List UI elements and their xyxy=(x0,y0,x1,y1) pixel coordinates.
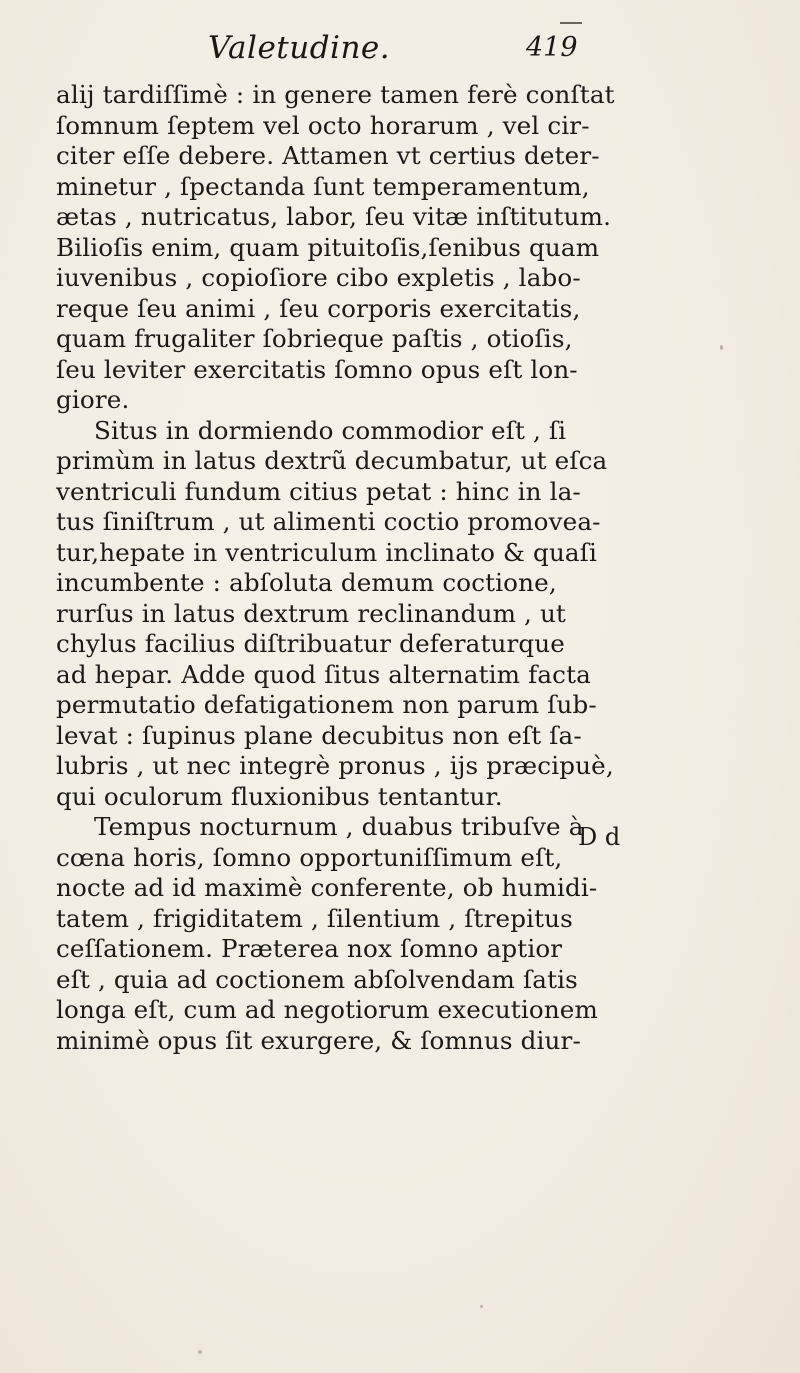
text-line: alij tardiſſimè : in genere tamen ferè conſtat xyxy=(56,80,615,109)
paper-speck xyxy=(720,345,723,350)
text-line: lubris , ut nec integrè pronus , ijs præcipuè, xyxy=(56,751,614,780)
text-line: primùm in latus dextrũ decumbatur, ut eſca xyxy=(56,446,608,475)
text-line: ceſſationem. Præterea nox ſomno aptior xyxy=(56,934,563,963)
printer-mark xyxy=(560,22,582,24)
page-number: 419 xyxy=(526,32,578,63)
text-line: iuvenibus , copioſiore cibo expletis , labo- xyxy=(56,263,581,292)
text-line: longa eſt, cum ad negotiorum executionem xyxy=(56,995,598,1024)
text-line: qui oculorum fluxionibus tentantur. xyxy=(56,781,503,811)
text-line: ætas , nutricatus, labor, ſeu vitæ inſtitutum. xyxy=(56,202,612,231)
text-line: tus ſiniſtrum , ut alimenti coctio promovea- xyxy=(56,507,601,536)
text-line: Bilioſis enim, quam pituitoſis,ſenibus quam xyxy=(56,232,600,262)
page-header xyxy=(0,22,800,72)
paper-speck xyxy=(480,1305,483,1308)
text-line: levat : ſupinus plane decubitus non eſt ſa- xyxy=(56,720,582,750)
text-line: minetur , ſpectanda ſunt temperamentum, xyxy=(56,171,590,201)
text-line: cœna horis, ſomno opportuniſſimum eſt, xyxy=(56,842,563,872)
text-line: chylus facilius diſtribuatur deferaturque xyxy=(56,629,565,658)
text-line: incumbente : abſoluta demum coctione, xyxy=(56,568,557,597)
text-line: minimè opus ſit exurgere, & ſomnus diur- xyxy=(56,1025,581,1055)
text-line: ſeu leviter exercitatis ſomno opus eſt lon- xyxy=(56,354,578,384)
text-line: quam frugaliter ſobrieque paſtis , otioſis, xyxy=(56,324,573,353)
running-head: Valetudine. xyxy=(208,30,391,66)
body-text xyxy=(56,80,786,1056)
text-line: rurſus in latus dextrum reclinandum , ut xyxy=(56,598,566,628)
paragraph-start-line: Tempus nocturnum , duabus tribuſve à xyxy=(94,812,584,841)
text-line: ad hepar. Adde quod ſitus alternatim facta xyxy=(56,659,591,689)
catchword-signature: D d xyxy=(578,823,621,851)
text-line: reque ſeu animi , ſeu corporis exercitatis, xyxy=(56,293,581,323)
text-line: citer eſſe debere. Attamen vt certius deter- xyxy=(56,141,600,170)
text-line: nocte ad id maximè conferente, ob humidi- xyxy=(56,873,598,902)
text-line: eſt , quia ad coctionem abſolvendam ſatis xyxy=(56,964,578,994)
paper-speck xyxy=(198,1350,202,1354)
text-line: permutatio defatigationem non parum ſub- xyxy=(56,690,597,719)
text-line: giore. xyxy=(56,385,130,414)
text-line: ſomnum ſeptem vel octo horarum , vel cir- xyxy=(56,110,590,140)
text-line: ventriculi fundum citius petat : hinc in la- xyxy=(56,476,581,506)
text-line: tatem , frigiditatem , ſilentium , ſtrepitus xyxy=(56,903,573,933)
text-line: tur,hepate in ventriculum inclinato & quaſi xyxy=(56,537,598,567)
paragraph-start-line: Situs in dormiendo commodior eſt , ſi xyxy=(94,415,567,445)
